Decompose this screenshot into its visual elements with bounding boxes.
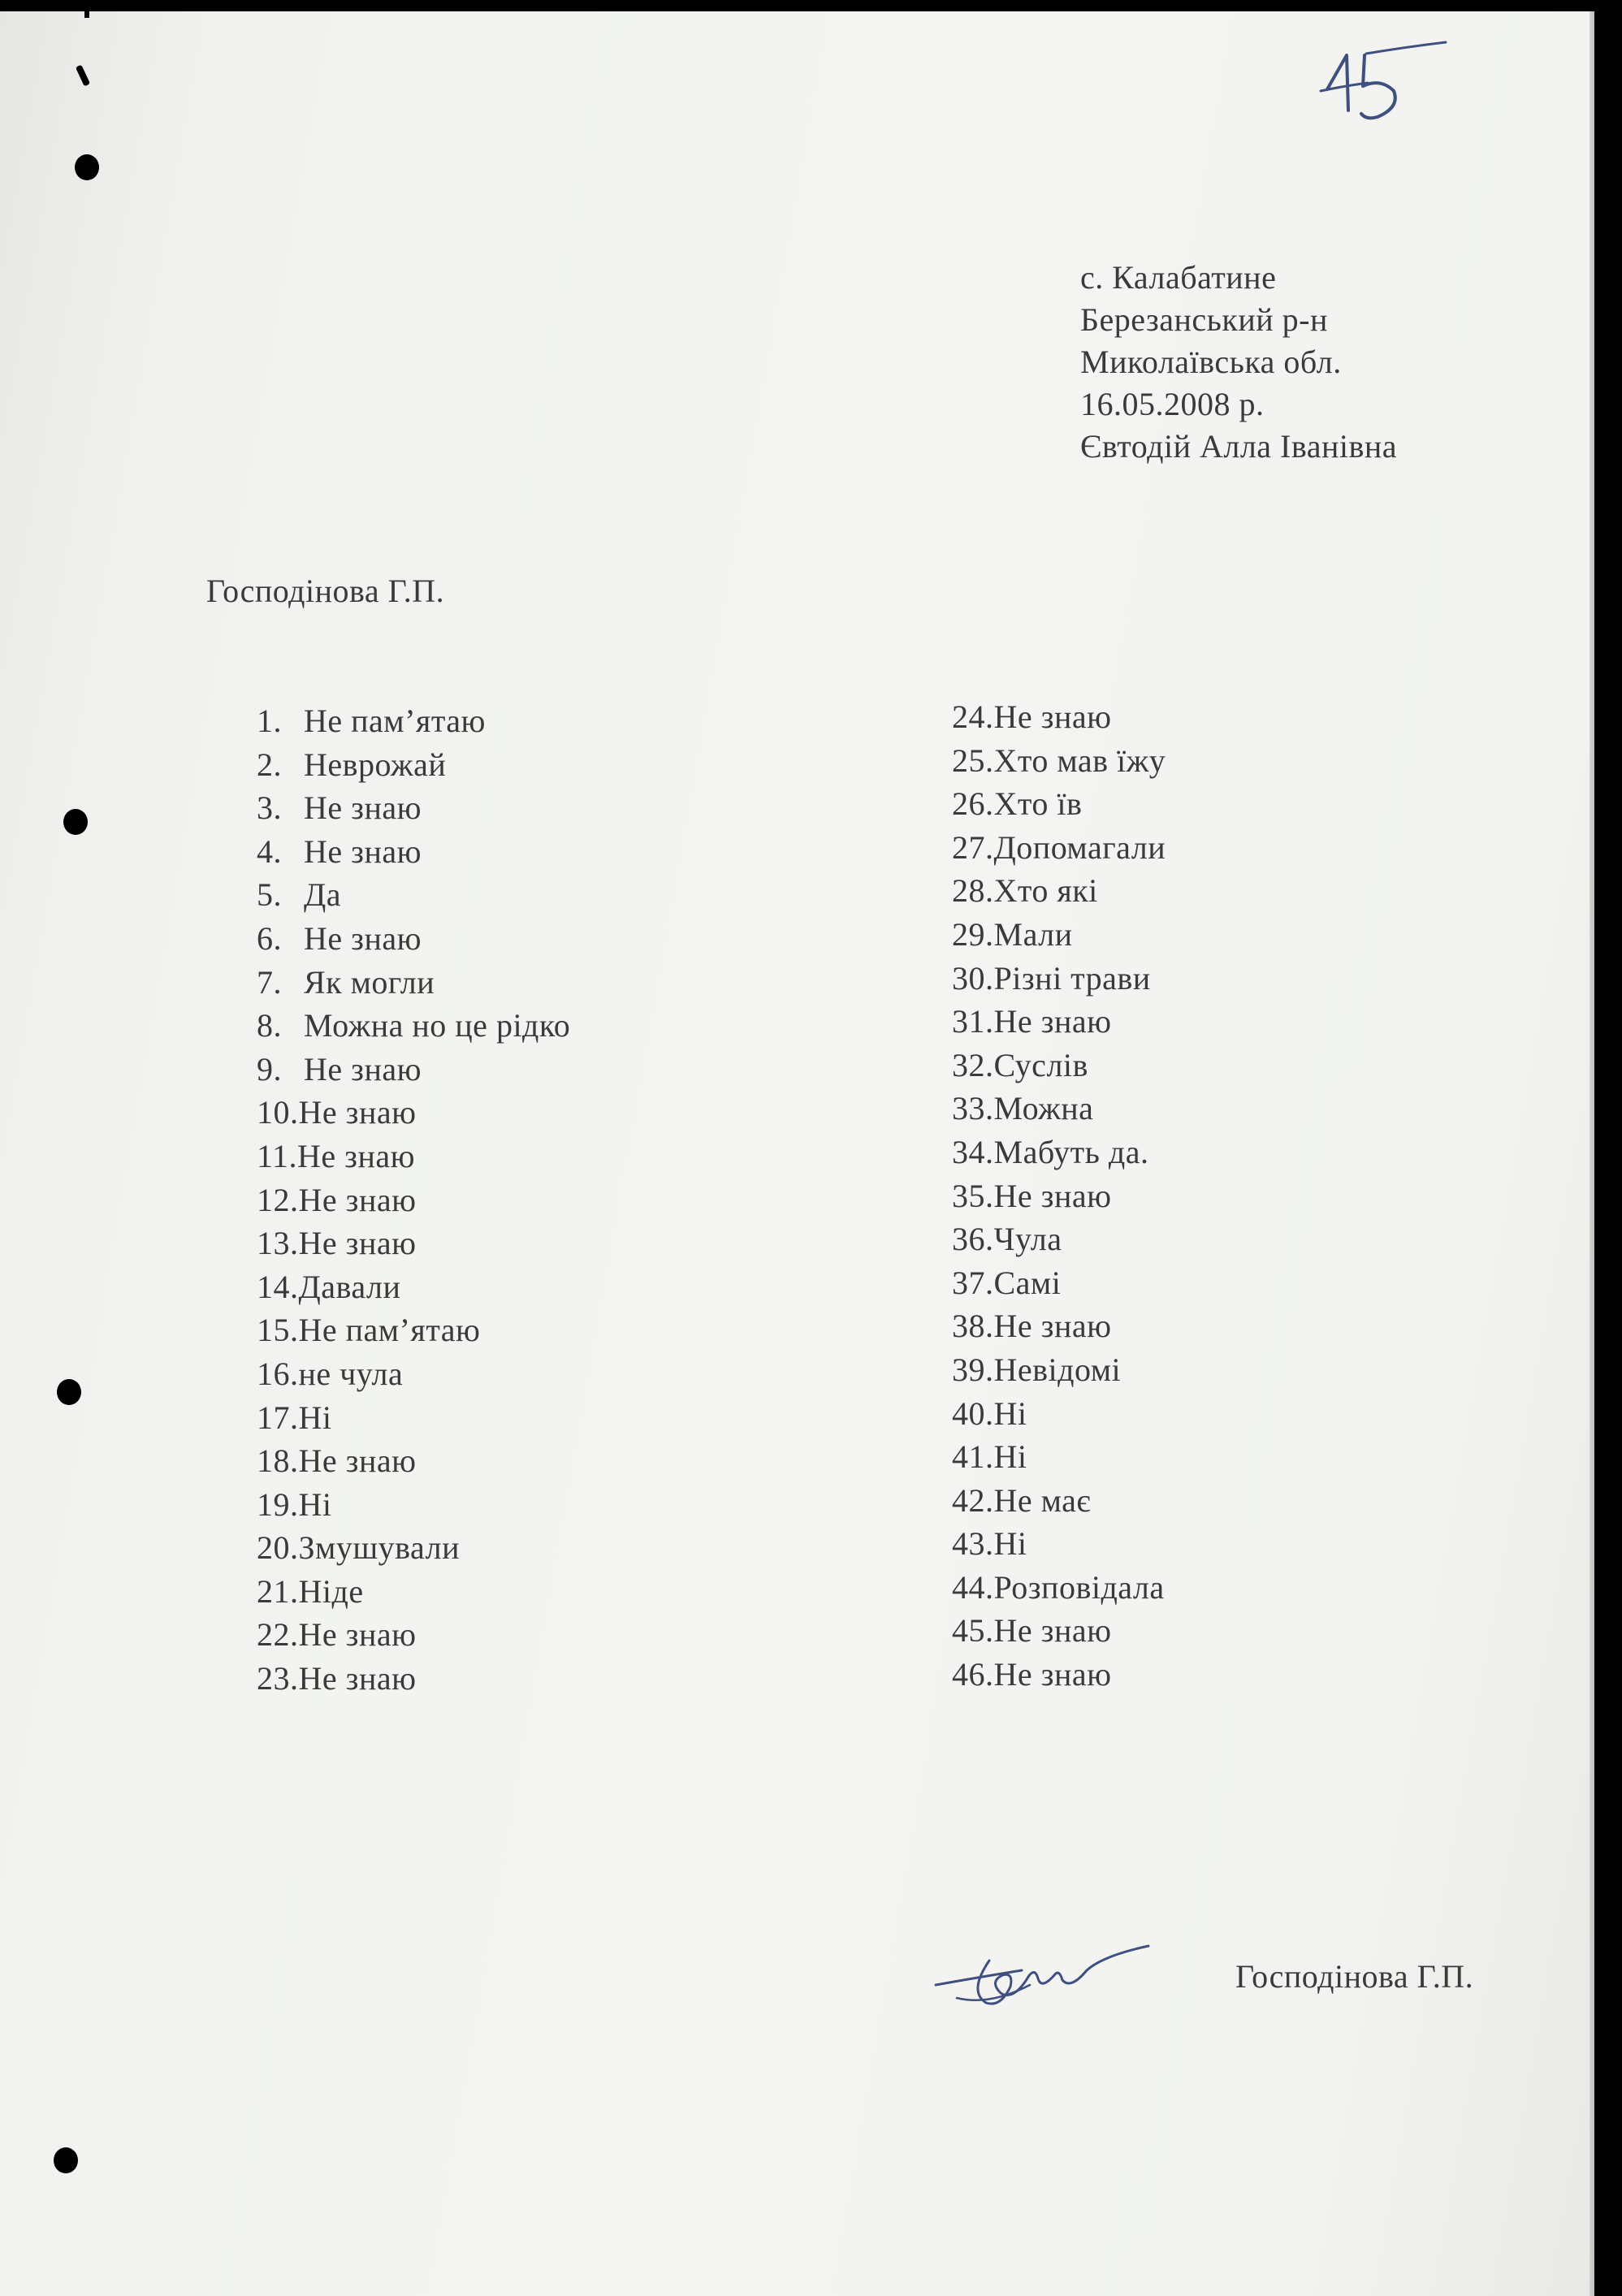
answer-text: Не знаю	[298, 1616, 417, 1654]
answer-item	[257, 919, 570, 966]
region-line: Миколаївська обл.	[1080, 344, 1342, 380]
answer-number: 12.	[257, 1181, 299, 1218]
answer-item	[257, 1660, 570, 1706]
answer-text: Не знаю	[993, 1612, 1112, 1650]
answer-item	[952, 1005, 1166, 1049]
answer-number: 3.	[257, 789, 282, 827]
answer-text: Не має	[993, 1481, 1092, 1519]
answer-text: Хто які	[993, 872, 1098, 910]
answer-item	[952, 915, 1166, 962]
answer-text: Не пам’ятаю	[298, 1312, 481, 1349]
answer-item	[952, 1525, 1166, 1572]
date-line: 16.05.2008 р.	[1080, 386, 1265, 422]
answer-item	[257, 746, 570, 793]
answer-item	[257, 1096, 570, 1140]
respondent-name: Господінова Г.П.	[206, 573, 445, 609]
answer-number: 21.	[257, 1572, 299, 1610]
answer-item	[952, 1223, 1166, 1267]
answer-number: 17.	[257, 1399, 299, 1436]
answer-number: 14.	[257, 1268, 299, 1305]
answer-item	[257, 705, 570, 749]
answer-text: Не знаю	[304, 1050, 422, 1087]
answer-number: 41.	[952, 1438, 994, 1476]
answer-number: 33.	[952, 1090, 994, 1127]
answer-number: 23.	[257, 1660, 299, 1697]
answer-number: 34.	[952, 1133, 994, 1170]
answer-text: Ні	[993, 1438, 1027, 1476]
answer-text: Ні	[298, 1399, 332, 1436]
answer-number: 5.	[257, 876, 282, 914]
answer-item	[952, 1481, 1166, 1529]
answer-number: 6.	[257, 919, 282, 957]
binder-mark	[84, 0, 89, 18]
answer-item	[257, 1442, 570, 1489]
answer-number: 32.	[952, 1046, 994, 1083]
document-page	[0, 11, 1594, 2296]
answer-item	[952, 1046, 1166, 1093]
answer-item	[257, 1616, 570, 1663]
answer-number: 36.	[952, 1221, 994, 1258]
answer-number: 1.	[257, 703, 282, 739]
answer-item	[952, 1568, 1166, 1615]
answer-text: Хто їв	[993, 785, 1083, 823]
answer-number: 35.	[952, 1177, 994, 1214]
answer-text: не чула	[298, 1355, 404, 1392]
answer-number: 45.	[952, 1612, 994, 1650]
answer-number: 8.	[257, 1007, 282, 1044]
answer-number: 4.	[257, 832, 282, 870]
answer-number: 38.	[952, 1308, 994, 1345]
answer-item	[257, 789, 570, 836]
answer-item	[257, 1137, 570, 1184]
answer-number: 27.	[952, 828, 994, 866]
answer-number: 18.	[257, 1442, 299, 1480]
punch-hole	[54, 2147, 78, 2173]
answer-text: Хто мав їжу	[993, 742, 1166, 779]
answer-item	[257, 876, 570, 923]
answer-text: Не знаю	[298, 1442, 417, 1480]
answers-left-column	[257, 705, 570, 1706]
answer-text: Розповідала	[993, 1568, 1165, 1606]
answer-text: Не знаю	[993, 1656, 1112, 1693]
answer-number: 13.	[257, 1225, 299, 1262]
answer-text: Не знаю	[298, 1225, 417, 1262]
answer-number: 19.	[257, 1485, 299, 1523]
answer-number: 29.	[952, 915, 994, 953]
answer-number: 11.	[257, 1137, 298, 1174]
answer-text: Не знаю	[304, 832, 422, 870]
village-line: с. Калабатине	[1080, 259, 1277, 296]
answer-text: Ні	[993, 1525, 1027, 1563]
answer-text: Ні	[298, 1485, 332, 1523]
answer-text: Не знаю	[993, 698, 1112, 735]
answers-right-column	[952, 698, 1166, 1702]
answer-item	[952, 698, 1166, 745]
answer-number: 20.	[257, 1529, 299, 1567]
answer-text: Не знаю	[298, 1094, 417, 1131]
answer-number: 10.	[257, 1094, 299, 1131]
answer-item	[952, 1438, 1166, 1485]
answer-number: 40.	[952, 1394, 994, 1432]
answer-number: 25.	[952, 742, 994, 779]
answer-number: 39.	[952, 1351, 994, 1388]
answer-number: 26.	[952, 785, 994, 823]
answer-item	[952, 1394, 1166, 1442]
answer-item	[257, 963, 570, 1010]
answer-item	[952, 1092, 1166, 1136]
answer-item	[257, 1529, 570, 1576]
answer-text: Не пам’ятаю	[304, 703, 486, 739]
answer-text: Не знаю	[304, 789, 422, 827]
answer-item	[952, 828, 1166, 876]
answer-text: Самі	[993, 1264, 1062, 1301]
answer-number: 15.	[257, 1312, 299, 1349]
answer-item	[257, 1355, 570, 1402]
answer-number: 16.	[257, 1355, 299, 1392]
answer-text: Не знаю	[297, 1137, 415, 1174]
answer-text: Невідомі	[993, 1351, 1122, 1388]
answer-number: 30.	[952, 959, 994, 997]
answer-item	[257, 1007, 571, 1053]
answer-number: 31.	[952, 1003, 994, 1040]
answer-text: Різні трави	[993, 959, 1151, 997]
answer-text: Неврожай	[304, 746, 447, 783]
answer-number: 22.	[257, 1616, 299, 1654]
answer-text: Не знаю	[298, 1181, 417, 1218]
answer-item	[257, 832, 570, 880]
answer-text: Змушували	[298, 1529, 460, 1567]
answer-item	[952, 1612, 1166, 1658]
answer-number: 24.	[952, 698, 994, 735]
answer-item	[257, 1227, 570, 1271]
punch-hole	[63, 809, 88, 835]
interviewer-line: Євтодій Алла Іванівна	[1080, 428, 1398, 465]
answer-item	[257, 1399, 570, 1446]
signature	[932, 1928, 1160, 2017]
answer-number: 9.	[257, 1050, 282, 1087]
answer-number: 46.	[952, 1656, 994, 1693]
answer-item	[952, 785, 1166, 832]
answer-text: Да	[304, 876, 342, 914]
answer-text: Не знаю	[298, 1660, 417, 1697]
answer-item	[952, 742, 1166, 789]
answer-item	[952, 1351, 1166, 1398]
answer-number: 44.	[952, 1568, 994, 1606]
answer-item	[952, 1264, 1166, 1311]
answer-number: 28.	[952, 872, 994, 910]
answer-item	[257, 1572, 570, 1619]
answer-text: Чула	[993, 1221, 1062, 1258]
punch-hole	[75, 154, 99, 180]
answer-number: 42.	[952, 1481, 994, 1519]
answer-item	[952, 872, 1166, 919]
answer-number: 7.	[257, 963, 282, 1001]
answer-text: Не знаю	[993, 1308, 1112, 1345]
answer-text: Можна но це рідко	[304, 1007, 571, 1044]
answer-item	[952, 1177, 1166, 1224]
answer-item	[257, 1485, 570, 1533]
answer-item	[952, 1658, 1166, 1702]
answer-item	[257, 1314, 570, 1358]
answer-text: Не знаю	[304, 919, 422, 957]
answer-text: Мабуть да.	[993, 1133, 1149, 1170]
answer-item	[257, 1181, 570, 1228]
answer-item	[257, 1050, 570, 1097]
answer-item	[952, 1310, 1166, 1354]
answer-text: Не знаю	[993, 1003, 1112, 1040]
answer-number: 37.	[952, 1264, 994, 1301]
punch-hole	[57, 1379, 81, 1405]
page-edge	[1590, 11, 1594, 2296]
answer-text: Не знаю	[993, 1177, 1112, 1214]
answer-text: Суслів	[993, 1046, 1088, 1083]
answer-item	[257, 1268, 570, 1315]
answer-text: Допомагали	[993, 828, 1166, 866]
signature-name: Господінова Г.П.	[1235, 1958, 1474, 1995]
answer-text: Ні	[993, 1394, 1027, 1432]
answer-text: Можна	[993, 1090, 1094, 1127]
answer-item	[952, 1133, 1166, 1180]
answer-item	[952, 959, 1166, 1006]
answer-text: Як могли	[304, 963, 435, 1001]
answer-text: Ніде	[298, 1572, 364, 1610]
answer-number: 43.	[952, 1525, 994, 1563]
answer-text: Давали	[298, 1268, 401, 1305]
address-block	[1080, 259, 1398, 473]
answer-number: 2.	[257, 746, 282, 783]
handwritten-page-number	[1316, 32, 1454, 130]
district-line: Березанський р-н	[1080, 301, 1328, 338]
answer-text: Мали	[993, 915, 1073, 953]
